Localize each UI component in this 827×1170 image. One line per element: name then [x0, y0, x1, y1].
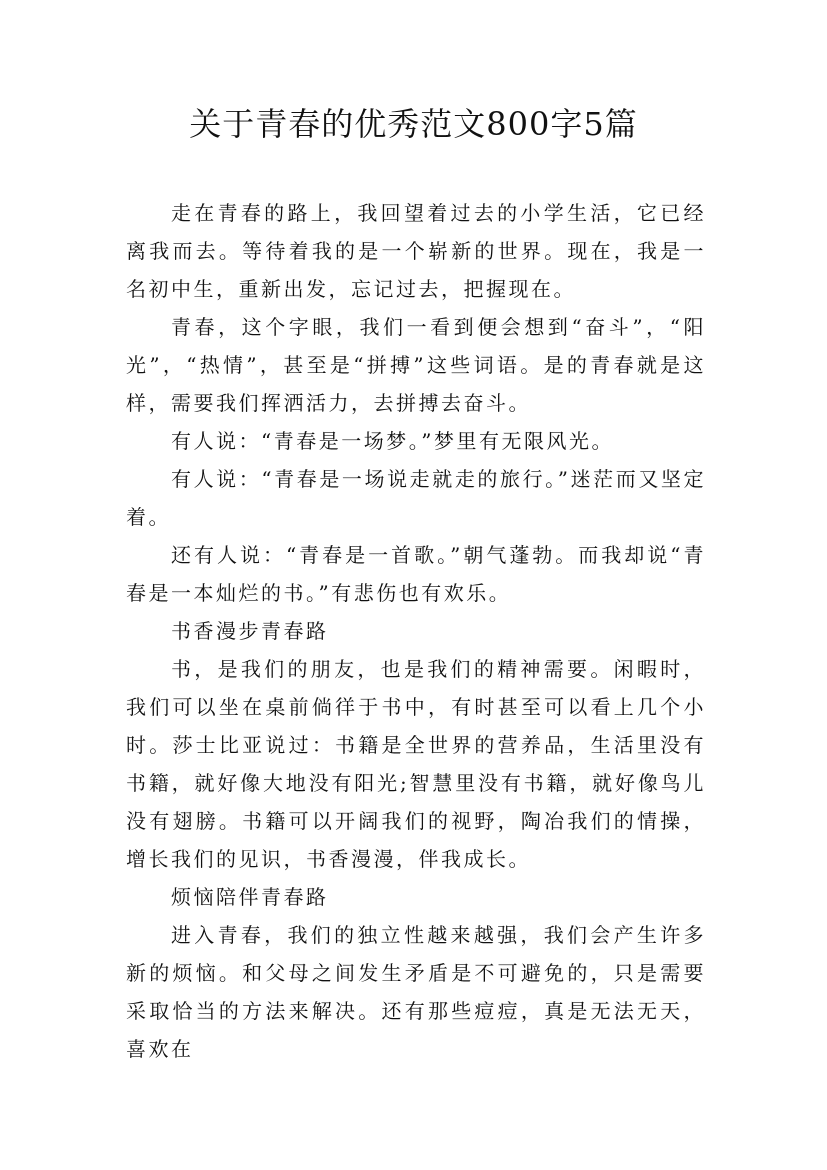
- paragraph: 进入青春，我们的独立性越来越强，我们会产生许多新的烦恼。和父母之间发生矛盾是不可避免的，只是需要采取恰当的方法来解决。还有那些痘痘，真是无法无天，喜欢在: [126, 923, 706, 1061]
- paragraph: 走在青春的路上，我回望着过去的小学生活，它已经离我而去。等待着我的是一个崭新的世界。现在，我是一名初中生，重新出发，忘记过去，把握现在。: [126, 201, 706, 301]
- paragraph: 有人说：“青春是一场梦。”梦里有无限风光。: [171, 429, 614, 453]
- paragraph: 书，是我们的朋友，也是我们的精神需要。闲暇时，我们可以坐在桌前倘徉于书中，有时甚至可以看上几个小时。莎士比亚说过：书籍是全世界的营养品，生活里没有书籍，就好像大地没有阳光;智慧里没有书籍，就好像鸟儿没有翅膀。书籍可以开阔我们的视野，陶冶我们的情操，增长我们的见识，书香漫漫，伴我成长。: [126, 657, 706, 871]
- paragraph: 还有人说：“青春是一首歌。”朝气蓬勃。而我却说“青春是一本灿烂的书。”有悲伤也有欢乐。: [126, 543, 706, 605]
- section-heading: 烦恼陪伴青春路: [171, 885, 329, 909]
- paragraph: 有人说：“青春是一场说走就走的旅行。”迷茫而又坚定着。: [126, 467, 706, 529]
- section-heading: 书香漫步青春路: [171, 619, 329, 643]
- paragraph: 青春，这个字眼，我们一看到便会想到“奋斗”，“阳光”，“热情”，甚至是“拼搏”这些词语。是的青春就是这样，需要我们挥洒活力，去拼搏去奋斗。: [126, 315, 706, 415]
- document-title: 关于青春的优秀范文800字5篇: [189, 105, 638, 143]
- document-body: [126, 194, 706, 1068]
